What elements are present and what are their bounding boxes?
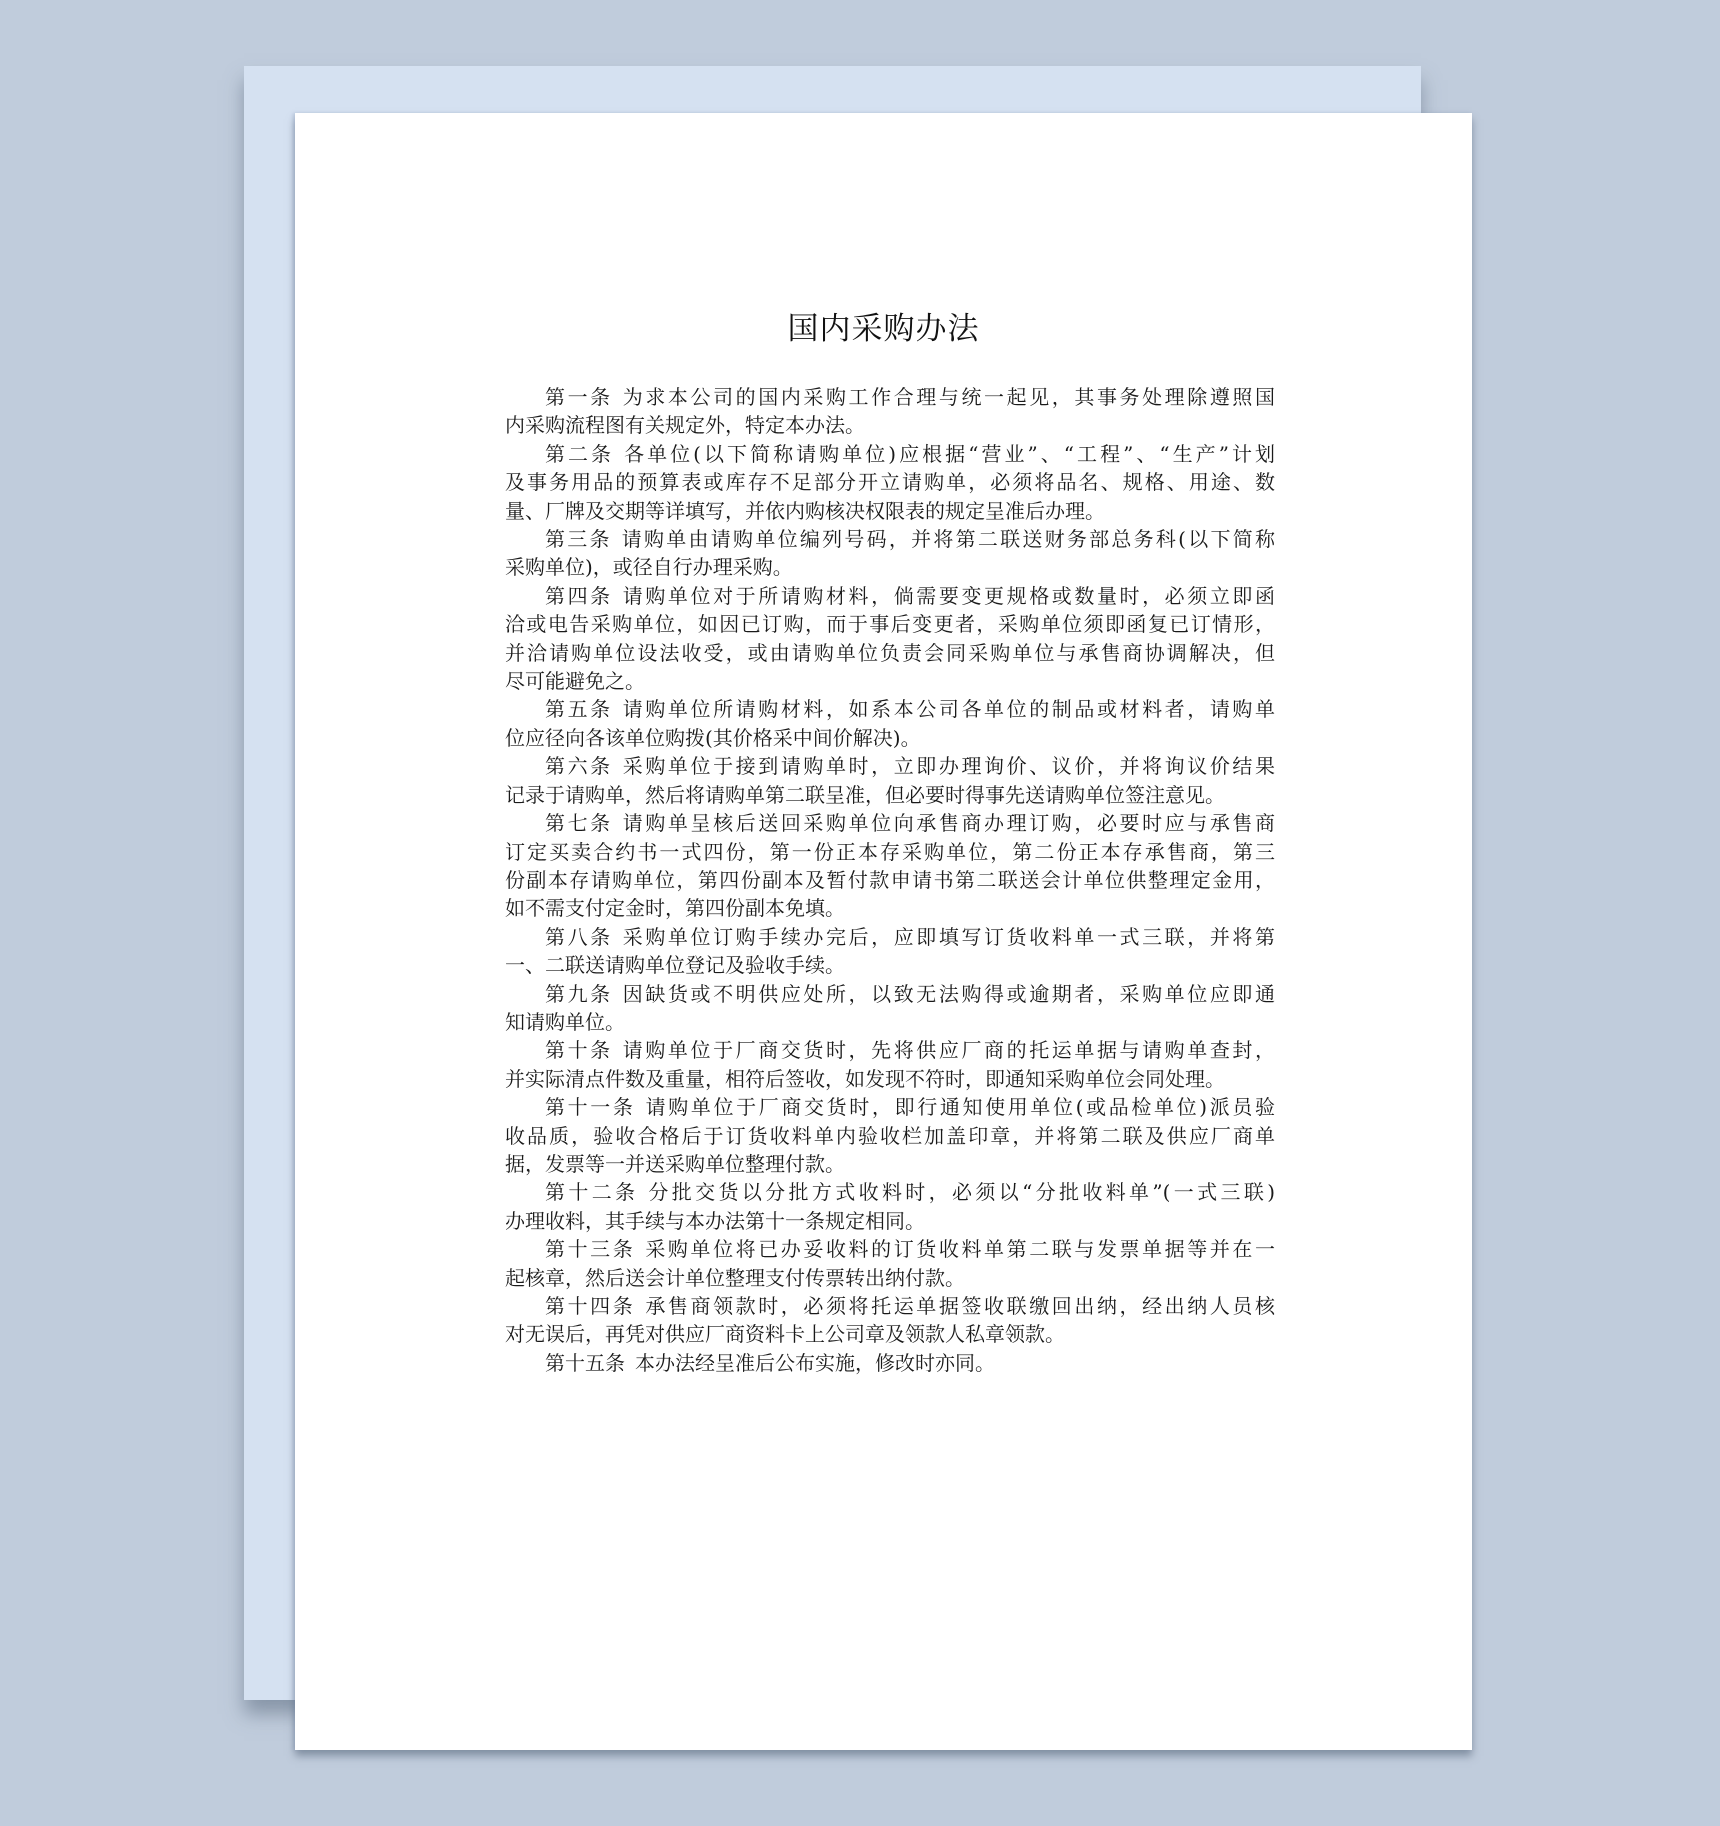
article-line: [505, 1065, 1275, 1093]
article-number: 第五条: [545, 697, 613, 722]
article-line: [505, 1349, 1275, 1377]
article-line: [505, 1093, 1275, 1121]
article-text: 内采购流程图有关规定外，特定本办法。: [505, 413, 865, 438]
article-line: [505, 1178, 1275, 1206]
article-line: [505, 1235, 1275, 1263]
article-text: 各单位(以下简称请购单位)应根据“营业”、“工程”、“生产”计划: [624, 441, 1276, 466]
article-number: 第十三条: [545, 1237, 636, 1262]
article-paragraph: [505, 1292, 1275, 1349]
article-text: 请购单呈核后送回采购单位向承售商办理订购，必要时应与承售商: [622, 811, 1276, 836]
article-text: 一、二联送请购单位登记及验收手续。: [505, 953, 845, 978]
article-text: 本办法经呈准后公布实施，修改时亦同。: [635, 1350, 995, 1375]
article-line: [505, 1264, 1275, 1292]
article-line: [505, 1207, 1275, 1235]
article-line: [505, 497, 1275, 525]
article-text: 请购单位于厂商交货时，先将供应厂商的托运单据与请购单查封，: [622, 1038, 1276, 1063]
article-text: 并洽请购单位设法收受，或由请购单位负责会同采购单位与承售商协调解决，但: [505, 640, 1275, 665]
document-page: [295, 113, 1472, 1750]
article-text: 请购单由请购单位编列号码，并将第二联送财务部总务科(以下简称: [621, 527, 1276, 552]
article-text: 为求本公司的国内采购工作合理与统一起见，其事务处理除遵照国: [622, 385, 1276, 409]
article-text: 量、厂牌及交期等详填写，并依内购核决权限表的规定呈准后办理。: [505, 498, 1105, 523]
article-line: [505, 752, 1275, 780]
article-text: 尽可能避免之。: [505, 669, 645, 694]
article-text: 据，发票等一并送采购单位整理付款。: [505, 1151, 845, 1176]
article-line: [505, 582, 1275, 610]
article-line: [505, 951, 1275, 979]
article-line: [505, 980, 1275, 1008]
article-line: [505, 1036, 1275, 1064]
article-paragraph: [505, 752, 1275, 809]
article-line: [505, 1122, 1275, 1150]
article-text: 请购单位于厂商交货时，即行通知使用单位(或品检单位)派员验: [645, 1095, 1276, 1120]
article-text: 记录于请购单，然后将请购单第二联呈准，但必要时得事先送请购单位签注意见。: [505, 782, 1225, 807]
article-text: 请购单位所请购材料，如系本公司各单位的制品或材料者，请购单: [622, 697, 1276, 722]
article-line: [505, 383, 1275, 411]
article-text: 收品质，验收合格后于订货收料单内验收栏加盖印章，并将第二联及供应厂商单: [505, 1123, 1275, 1148]
article-number: 第十一条: [545, 1095, 636, 1120]
article-paragraph: [505, 1235, 1275, 1292]
article-number: 第九条: [545, 981, 613, 1006]
article-number: 第十条: [545, 1038, 613, 1063]
article-text: 位应径向各该单位购拨(其价格采中间价解决)。: [505, 725, 921, 750]
article-line: [505, 894, 1275, 922]
article-line: [505, 1150, 1275, 1178]
article-text: 如不需支付定金时，第四份副本免填。: [505, 896, 845, 921]
article-paragraph: [505, 980, 1275, 1037]
article-paragraph: [505, 525, 1275, 582]
article-paragraph: [505, 923, 1275, 980]
article-line: [505, 695, 1275, 723]
article-text: 办理收料，其手续与本办法第十一条规定相同。: [505, 1208, 925, 1233]
article-number: 第三条: [545, 527, 612, 552]
article-number: 第十四条: [545, 1294, 636, 1318]
article-paragraph: [505, 440, 1275, 525]
article-line: [505, 1320, 1275, 1348]
article-line: [505, 838, 1275, 866]
article-paragraph: [505, 1178, 1275, 1235]
article-paragraph: [505, 383, 1275, 440]
article-number: 第一条: [545, 385, 613, 409]
article-text: 采购单位)，或径自行办理采购。: [505, 555, 793, 580]
article-number: 第四条: [545, 583, 613, 608]
article-text: 份副本存请购单位，第四份副本及暂付款申请书第二联送会计单位供整理定金用，: [505, 867, 1275, 892]
article-line: [505, 468, 1275, 496]
article-line: [505, 553, 1275, 581]
article-text: 洽或电告采购单位，如因已订购，而于事后变更者，采购单位须即函复已订情形，: [505, 612, 1275, 637]
article-line: [505, 639, 1275, 667]
article-text: 承售商领款时，必须将托运单据签收联缴回出纳，经出纳人员核: [645, 1294, 1276, 1318]
article-text: 及事务用品的预算表或库存不足部分开立请购单，必须将品名、规格、用途、数: [505, 470, 1275, 495]
article-number: 第十五条: [545, 1350, 625, 1375]
article-text: 因缺货或不明供应处所，以致无法购得或逾期者，采购单位应即通: [622, 981, 1276, 1006]
article-text: 请购单位对于所请购材料，倘需要变更规格或数量时，必须立即函: [622, 583, 1276, 608]
document-body: [505, 383, 1275, 1377]
article-line: [505, 1008, 1275, 1036]
article-text: 订定买卖合约书一式四份，第一份正本存采购单位，第二份正本存承售商，第三: [505, 839, 1275, 864]
article-text: 起核章，然后送会计单位整理支付传票转出纳付款。: [505, 1265, 965, 1290]
article-line: [505, 610, 1275, 638]
article-line: [505, 809, 1275, 837]
article-paragraph: [505, 1349, 1275, 1377]
article-line: [505, 667, 1275, 695]
document-title: 国内采购办法: [787, 311, 980, 347]
article-line: [505, 440, 1275, 468]
article-line: [505, 411, 1275, 439]
article-paragraph: [505, 1093, 1275, 1178]
article-number: 第七条: [545, 811, 613, 836]
article-text: 采购单位于接到请购单时，立即办理询价、议价，并将询议价结果: [622, 754, 1276, 779]
article-line: [505, 866, 1275, 894]
article-text: 知请购单位。: [505, 1009, 625, 1034]
article-line: [505, 724, 1275, 752]
article-text: 对无误后，再凭对供应厂商资料卡上公司章及领款人私章领款。: [505, 1322, 1065, 1347]
article-number: 第八条: [545, 924, 613, 949]
article-paragraph: [505, 695, 1275, 752]
article-line: [505, 923, 1275, 951]
article-line: [505, 525, 1275, 553]
article-text: 采购单位订购手续办完后，应即填写订货收料单一式三联，并将第: [622, 924, 1276, 949]
article-text: 分批交货以分批方式收料时，必须以“分批收料单”(一式三联): [648, 1180, 1276, 1205]
article-paragraph: [505, 582, 1275, 696]
article-line: [505, 1292, 1275, 1320]
article-number: 第二条: [545, 441, 615, 466]
article-number: 第十二条: [545, 1180, 639, 1205]
article-paragraph: [505, 809, 1275, 923]
article-paragraph: [505, 1036, 1275, 1093]
article-text: 并实际清点件数及重量，相符后签收，如发现不符时，即通知采购单位会同处理。: [505, 1066, 1225, 1091]
article-line: [505, 781, 1275, 809]
article-text: 采购单位将已办妥收料的订货收料单第二联与发票单据等并在一: [645, 1237, 1276, 1262]
article-number: 第六条: [545, 754, 613, 779]
